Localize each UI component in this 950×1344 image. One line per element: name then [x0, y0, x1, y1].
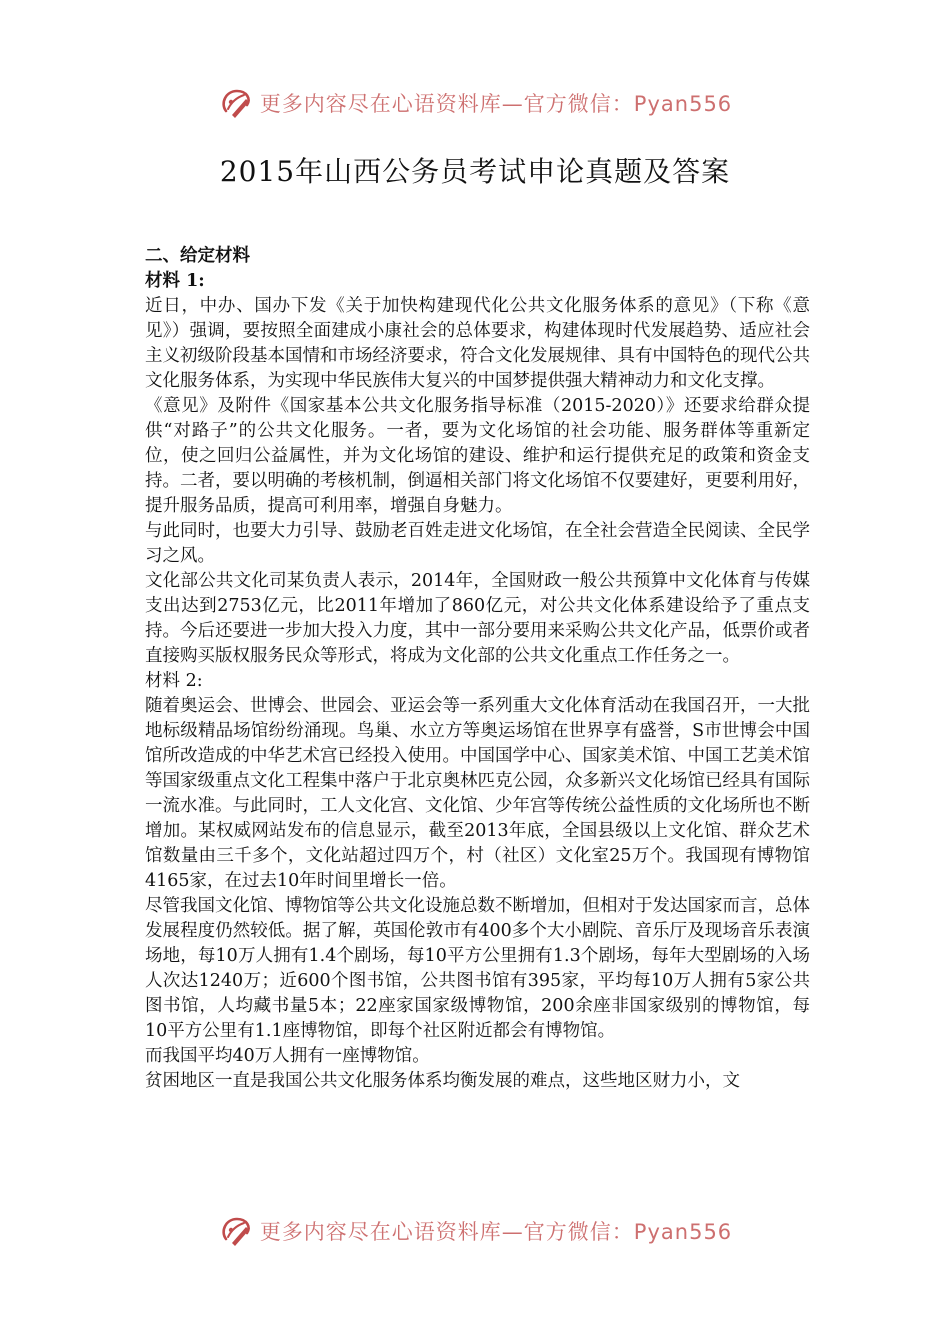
paragraph: 尽管我国文化馆、博物馆等公共文化设施总数不断增加，但相对于发达国家而言，总体发展程度仍然较低。据了解，英国伦敦市有400多个大小剧院、音乐厅及现场音乐表演场地，每10万人拥有1.4个剧场，每10平方公里拥有1.3个剧场，每年大型剧场的入场人次达1240万；近600个图书馆，公共图书馆有395家，平均每10万人拥有5家公共图书馆，人均藏书量5本；22座家国家级博物馆，200余座非国家级别的博物馆，每10平方公里有1.1座博物馆，即每个社区附近都会有博物馆。 [145, 896, 810, 1041]
banner-text: 更多内容尽在心语资料库—官方微信：Pyan556 [259, 92, 733, 116]
material-1-label: 材料 1: [145, 271, 205, 291]
banner-text: 更多内容尽在心语资料库—官方微信：Pyan556 [259, 1220, 733, 1244]
pen-swirl-logo-icon [218, 1213, 254, 1249]
paragraph: 贫困地区一直是我国公共文化服务体系均衡发展的难点，这些地区财力小，文 [145, 1071, 740, 1091]
paragraph: 而我国平均40万人拥有一座博物馆。 [145, 1046, 430, 1066]
section-heading: 二、给定材料 [145, 246, 250, 266]
pen-swirl-logo-icon [218, 85, 254, 121]
paragraph: 《意见》及附件《国家基本公共文化服务指导标准（2015-2020）》还要求给群众提供“对路子”的公共文化服务。一者，要为文化场馆的社会功能、服务群体等重新定位，使之回归公益属性，并为文化场馆的建设、维护和运行提供充足的政策和资金支持。二者，要以明确的考核机制，倒逼相关部门将文化场馆不仅要建好，更要利用好，提升服务品质，提高可利用率，增强自身魅力。 [145, 396, 810, 516]
paragraph: 与此同时，也要大力引导、鼓励老百姓走进文化场馆，在全社会营造全民阅读、全民学习之风。 [145, 521, 810, 566]
header-banner [0, 80, 950, 126]
paragraph: 文化部公共文化司某负责人表示，2014年，全国财政一般公共预算中文化体育与传媒支出达到2753亿元，比2011年增加了860亿元，对公共文化体系建设给予了重点支持。今后还要进一步加大投入力度，其中一部分要用来采购公共文化产品，低票价或者直接购买版权服务民众等形式，将成为文化部的公共文化重点工作任务之一。 [145, 571, 810, 666]
paragraph: 随着奥运会、世博会、世园会、亚运会等一系列重大文化体育活动在我国召开，一大批地标级精品场馆纷纷涌现。鸟巢、水立方等奥运场馆在世界享有盛誉，S市世博会中国馆所改造成的中华艺术宫已经投入使用。中国国学中心、国家美术馆、中国工艺美术馆等国家级重点文化工程集中落户于北京奥林匹克公园，众多新兴文化场馆已经具有国际一流水准。与此同时，工人文化宫、文化馆、少年宫等传统公益性质的文化场所也不断增加。某权威网站发布的信息显示，截至2013年底，全国县级以上文化馆、群众艺术馆数量由三千多个，文化站超过四万个，村（社区）文化室25万个。我国现有博物馆4165家，在过去10年时间里增长一倍。 [145, 696, 810, 891]
paragraph: 近日，中办、国办下发《关于加快构建现代化公共文化服务体系的意见》（下称《意见》）强调，要按照全面建成小康社会的总体要求，构建体现时代发展趋势、适应社会主义初级阶段基本国情和市场经济要求，符合文化发展规律、具有中国特色的现代公共文化服务体系，为实现中华民族伟大复兴的中国梦提供强大精神动力和文化支撑。 [145, 296, 810, 391]
document-body [145, 244, 810, 1094]
material-2-label: 材料 2: [145, 671, 203, 691]
footer-banner [0, 1208, 950, 1254]
document-title: 2015年山西公务员考试申论真题及答案 [219, 155, 731, 188]
